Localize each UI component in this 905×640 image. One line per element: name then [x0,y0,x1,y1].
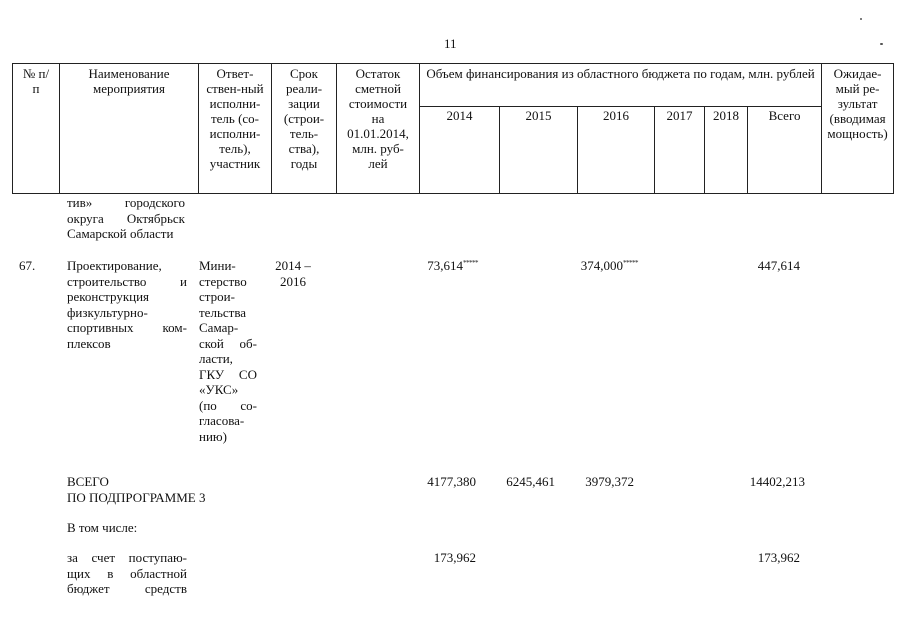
income-row-label-line: бюджет средств [67,581,187,596]
row-67-name-line: спортивных ком- [67,320,187,335]
continuation-line: городского [124,195,185,210]
row-67-executor-line: ГКУ СО [199,366,257,382]
row-67-executor-line: гласова- [199,413,245,428]
header-year-2018: 2018 [705,107,748,194]
totals-2014: 4177,380 [427,474,476,489]
row-67-name-line: реконструкция [67,289,150,304]
row-67-executor-line: ской об- [199,335,257,351]
row-67-2014-value: 73,614 [427,258,463,273]
totals-label-line2: ПО ПОДПРОГРАММЕ 3 [67,489,206,505]
header-funding-group: Объем финансирования из областного бюджета по годам, млн. рублей [420,64,822,107]
row-67-executor-line: Мини- [199,258,236,273]
header-year-2015: 2015 [500,107,578,194]
table-header [12,63,894,194]
header-remainder: Остаток сметной стоимости на 01.01.2014, млн. руб-лей [337,64,420,194]
header-year-2017: 2017 [655,107,705,194]
row-67-term [263,258,323,289]
totals-label-line1: ВСЕГО [67,474,109,489]
row-67-name-line: физкультурно- [67,304,148,320]
row-67-total: 447,614 [757,258,800,273]
row-67-executor-line: (по со- [199,397,257,413]
income-row-2014: 173,962 [433,550,476,565]
header-num: № п/п [13,64,60,194]
including-label: В том числе: [67,520,138,535]
row-67-2014 [400,258,478,274]
row-67-name-line: плексов [67,335,111,351]
scan-speck [860,18,862,20]
row-67-executor-line: стерство [199,273,247,289]
row-67-2014-footnote: ***** [463,259,478,267]
header-year-2014: 2014 [420,107,500,194]
header-executor: Ответ-ствен-ный исполни-тель (со-исполни-тель), участник [199,64,272,194]
row-67-executor-line: тельства [199,304,247,320]
totals-label [67,474,205,505]
header-year-2016: 2016 [578,107,655,194]
row-67-name [67,258,187,351]
row-67-2016 [555,258,638,274]
totals-2016: 3979,372 [585,474,634,489]
header-name: Наименование мероприятия [60,64,199,194]
row-67-executor-line: нию) [199,428,227,444]
row-67-term-line: 2016 [280,273,306,289]
totals-total: 14402,213 [749,474,805,489]
income-row-label-line: за счет поступаю- [67,550,187,565]
continuation-line: тив» [67,195,93,210]
row-67-2016-footnote: ***** [623,259,638,267]
row-67-2016-value: 374,000 [580,258,623,273]
row-67-num: 67. [19,258,36,273]
income-row-total: 173,962 [757,550,800,565]
row-67-executor-line: «УКС» [199,382,239,397]
header-year-total: Всего [748,107,822,194]
continuation-line: Самарской области [67,226,174,241]
income-row-label-line: щих в областной [67,565,187,581]
row-67-name-line: строительство и [67,273,187,289]
row-67-executor [199,258,257,444]
continuation-line: округа Октябрьск [67,210,185,226]
row-67-executor-line: Самар- [199,320,239,335]
page-number: 11 [444,36,457,51]
scan-speck [880,43,883,45]
income-row-label [67,550,187,597]
header-term: Срок реали-зации (строи-тель-ства), годы [272,64,337,194]
row-67-term-line: 2014 – [275,258,311,273]
totals-2015: 6245,461 [506,474,555,489]
row-67-name-line: Проектирование, [67,258,162,273]
row-67-executor-line: ласти, [199,351,233,366]
row-67-executor-line: строи- [199,289,235,304]
header-result: Ожидае-мый ре-зультат (вводимая мощность) [822,64,894,194]
continuation-text [67,195,185,242]
